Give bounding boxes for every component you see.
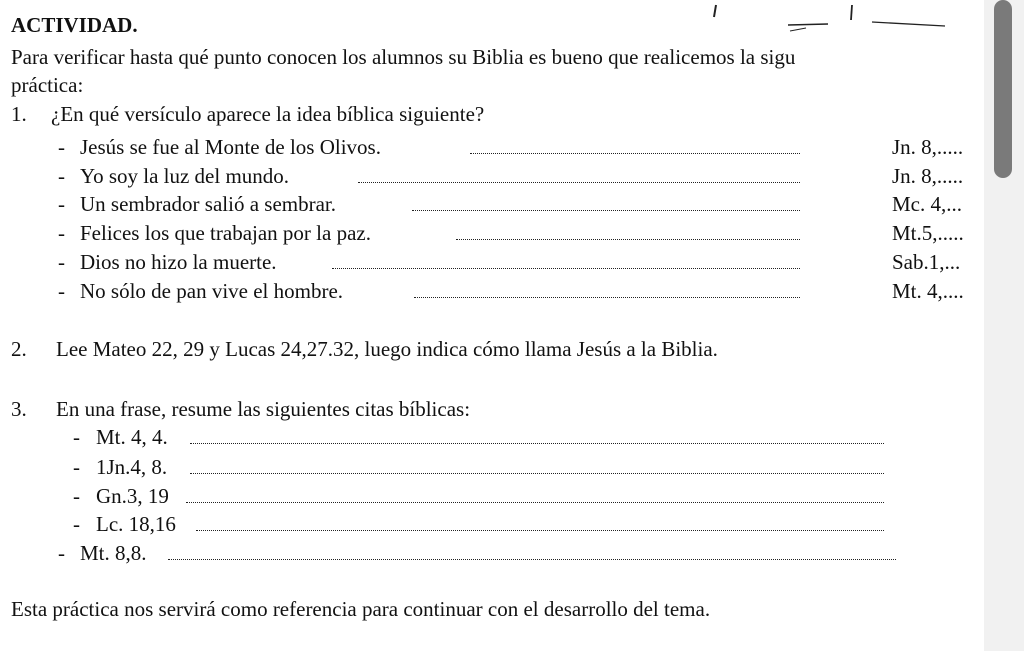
question-1 [11,101,484,127]
intro-text-line-2: práctica: [11,73,84,97]
answer-blank[interactable] [190,443,884,444]
bullet-dash: - [58,250,65,274]
item-reference: Jn. 8,..... [892,135,964,159]
bullet-dash: - [73,425,80,449]
item-reference: Mc. 4,... [892,192,962,216]
scrollbar-thumb[interactable] [994,0,1012,178]
question-1-item [0,220,984,246]
question-3-item [0,483,984,509]
answer-blank[interactable] [470,153,800,154]
answer-blank[interactable] [358,182,800,183]
answer-blank[interactable] [186,502,884,503]
bullet-dash: - [58,541,65,565]
item-text: Felices los que trabajan por la paz. [80,221,371,245]
citation-text: Lc. 18,16 [96,512,176,536]
bullet-dash: - [73,455,80,479]
item-reference: Mt.5,..... [892,221,964,245]
item-reference: Jn. 8,..... [892,164,964,188]
answer-blank[interactable] [332,268,800,269]
answer-blank[interactable] [412,210,800,211]
question-3 [11,396,470,422]
bullet-dash: - [58,192,65,216]
question-3-item [0,454,984,480]
question-2 [11,336,718,362]
citation-text: Mt. 4, 4. [96,425,168,449]
item-text: Jesús se fue al Monte de los Olivos. [80,135,381,159]
question-2-text: Lee Mateo 22, 29 y Lucas 24,27.32, luego indica cómo llama Jesús a la Biblia. [56,337,718,361]
question-3-text: En una frase, resume las siguientes citas bíblicas: [56,397,471,421]
closing-text: Esta práctica nos servirá como referencia para continuar con el desarrollo del tema. [11,597,711,621]
bullet-dash: - [58,164,65,188]
citation-text: 1Jn.4, 8. [96,455,168,479]
pen-marks [0,0,984,40]
intro-text-line-1: Para verificar hasta qué punto conocen los alumnos su Biblia es bueno que realicemos la sigu [11,45,796,69]
answer-blank[interactable] [414,297,800,298]
bullet-dash: - [58,221,65,245]
citation-text: Mt. 8,8. [80,541,147,565]
answer-blank[interactable] [456,239,800,240]
bullet-dash: - [58,135,65,159]
question-1-item [0,249,984,275]
citation-text: Gn.3, 19 [96,484,169,508]
bullet-dash: - [73,484,80,508]
question-1-number: 1. [11,102,27,126]
item-text: No sólo de pan vive el hombre. [80,279,344,303]
question-3-item [0,424,984,450]
item-text: Un sembrador salió a sembrar. [80,192,337,216]
answer-blank[interactable] [196,530,884,531]
item-text: Yo soy la luz del mundo. [80,164,290,188]
question-3-item [0,540,984,566]
question-3-item [0,511,984,537]
question-1-item [0,191,984,217]
question-1-item [0,134,984,160]
activity-title: ACTIVIDAD. [11,13,138,37]
item-reference: Mt. 4,.... [892,279,964,303]
bullet-dash: - [73,512,80,536]
question-1-item [0,163,984,189]
question-3-number: 3. [11,397,27,421]
answer-blank[interactable] [190,473,884,474]
question-1-text: ¿En qué versículo aparece la idea bíblica siguiente? [51,102,485,126]
item-text: Dios no hizo la muerte. [80,250,277,274]
question-1-item [0,278,984,304]
answer-blank[interactable] [168,559,896,560]
bullet-dash: - [58,279,65,303]
item-reference: Sab.1,... [892,250,961,274]
question-2-number: 2. [11,337,27,361]
